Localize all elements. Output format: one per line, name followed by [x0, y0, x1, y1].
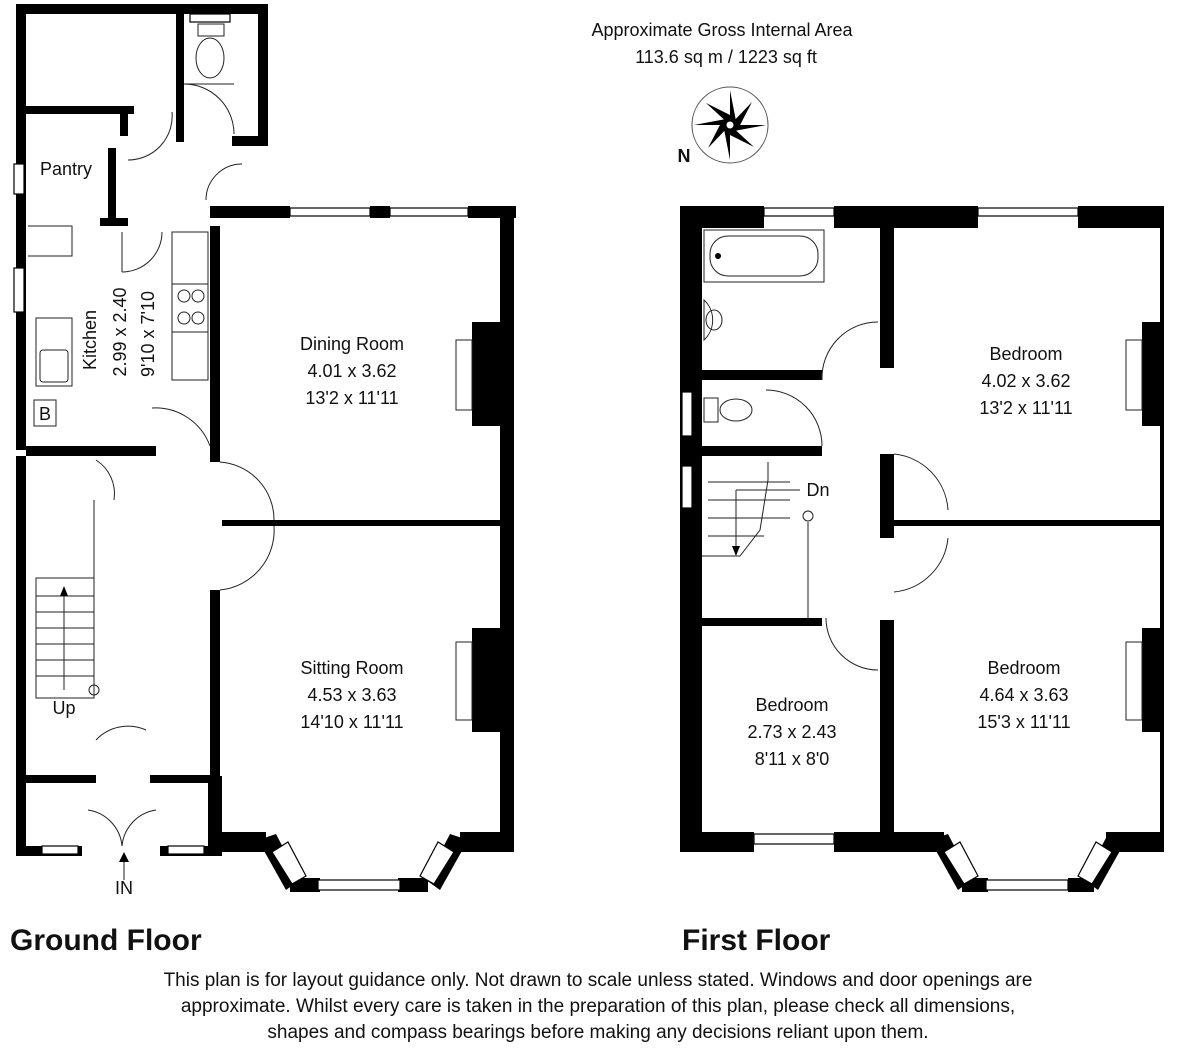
first-floor-title: First Floor: [682, 924, 831, 957]
first-floor-plan: [680, 206, 1164, 892]
bedroom-top-label: Bedroom: [989, 344, 1063, 364]
bedroom-small-metric: 2.73 x 2.43: [747, 722, 837, 742]
pantry-label: Pantry: [39, 159, 93, 179]
bedroom-small-label: Bedroom: [755, 695, 829, 715]
bedroom-bottom-label: Bedroom: [987, 658, 1061, 678]
first-stairs-label: Dn: [806, 480, 830, 500]
dining-room-metric: 4.01 x 3.62: [307, 361, 397, 381]
bedroom-top-metric: 4.02 x 3.62: [981, 371, 1071, 391]
kitchen-label: Kitchen: [80, 309, 100, 371]
compass-rose-icon: [692, 87, 768, 163]
ground-floor-title: Ground Floor: [10, 924, 202, 957]
boiler-label: B: [38, 404, 52, 424]
ground-floor-plan: [14, 4, 516, 892]
bedroom-small-imperial: 8'11 x 8'0: [754, 749, 830, 769]
dining-room-label: Dining Room: [299, 334, 405, 354]
bedroom-top-imperial: 13'2 x 11'11: [979, 398, 1073, 418]
bedroom-bottom-metric: 4.64 x 3.63: [979, 685, 1069, 705]
sitting-room-label: Sitting Room: [300, 658, 404, 678]
dining-room-imperial: 13'2 x 11'11: [305, 388, 399, 408]
kitchen-imperial: 9'10 x 7'10: [138, 291, 158, 377]
kitchen-metric: 2.99 x 2.40: [110, 287, 130, 377]
ground-stairs-label: Up: [52, 698, 76, 718]
disclaimer-line-2: approximate. Whilst every care is taken in the preparation of this plan, please check all dimensions,: [180, 996, 1016, 1017]
sitting-room-metric: 4.53 x 3.63: [307, 685, 397, 705]
entrance-label: IN: [115, 878, 133, 898]
sitting-room-imperial: 14'10 x 11'11: [300, 712, 404, 732]
bedroom-bottom-imperial: 15'3 x 11'11: [977, 712, 1071, 732]
compass-north-label: N: [677, 146, 691, 166]
disclaimer-line-1: This plan is for layout guidance only. Not drawn to scale unless stated. Windows and door openings are: [163, 970, 1033, 991]
disclaimer-line-3: shapes and compass bearings before making any decisions reliant upon them.: [267, 1022, 929, 1043]
area-title: Approximate Gross Internal Area: [591, 20, 853, 40]
area-value: 113.6 sq m / 1223 sq ft: [635, 47, 817, 67]
